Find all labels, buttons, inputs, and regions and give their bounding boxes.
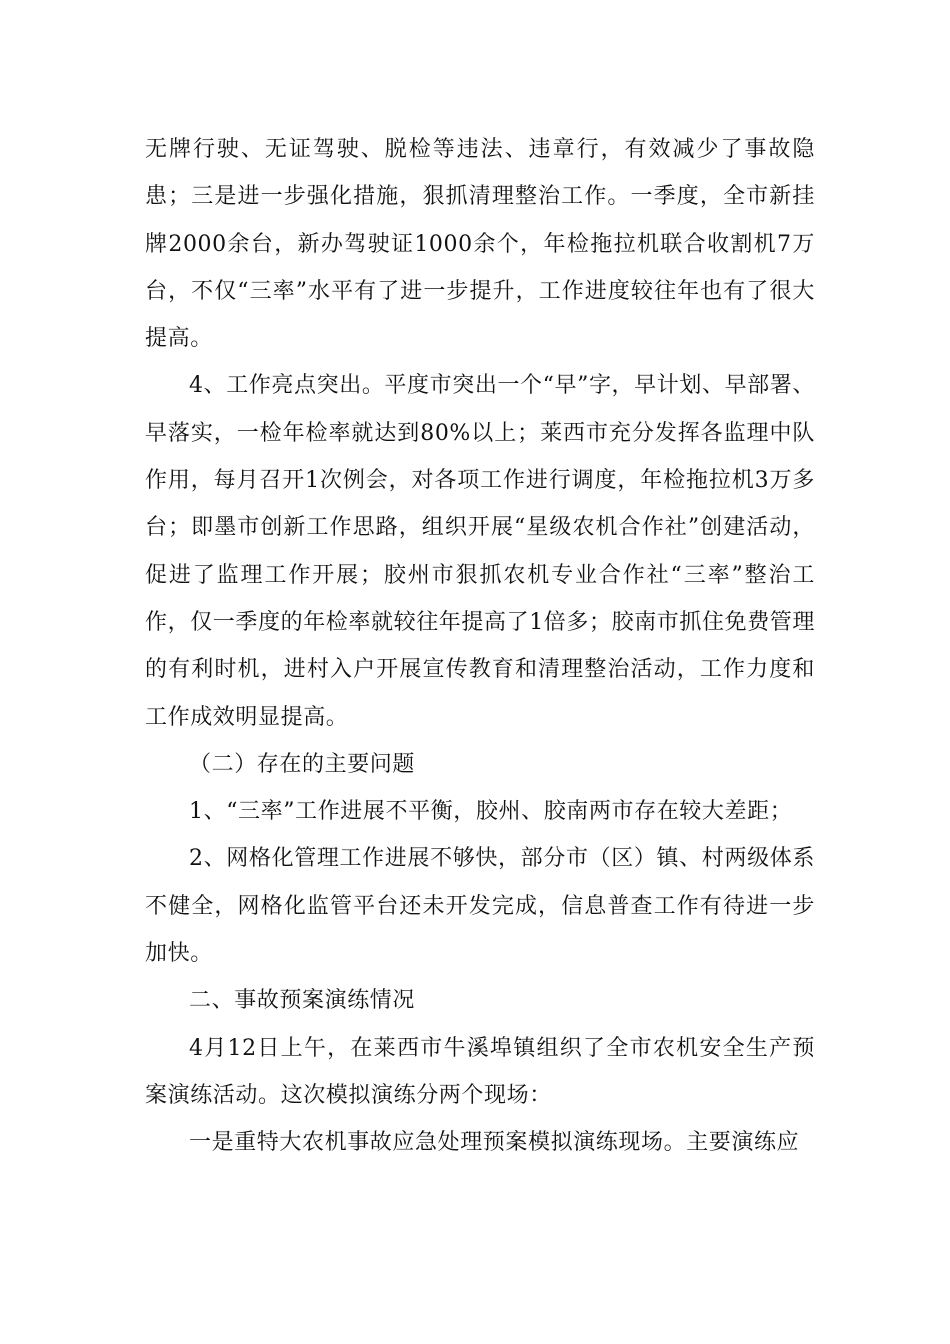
- paragraph-drill-site-1: 一是重特大农机事故应急处理预案模拟演练现场。主要演练应: [189, 1130, 800, 1156]
- paragraph-drill-intro: 4月12日上午，在莱西市牛溪埠镇组织了全市农机安全生产预案演练活动。这次模拟演练分两个现场：: [145, 1035, 815, 1108]
- paragraph-problem-1: 1、“三率”工作进展不平衡，胶州、胶南两市存在较大差距；: [189, 799, 793, 825]
- paragraph-continuation: 无牌行驶、无证驾驶、脱检等违法、违章行，有效减少了事故隐患；三是进一步强化措施，狠抓清理整治工作。一季度，全市新挂牌2000余台，新办驾驶证1000余个，年检拖拉机联合收割机7万台，不仅“三率”水平有了进一步提升，工作进度较往年也有了很大提高。: [145, 137, 815, 352]
- paragraph-highlights: 4、工作亮点突出。平度市突出一个“早”字，早计划、早部署、早落实，一检年检率就达到80%以上；莱西市充分发挥各监理中队作用，每月召开1次例会，对各项工作进行调度，年检拖拉机3万多台；即墨市创新工作思路，组织开展“星级农机合作社”创建活动，促进了监理工作开展；胶州市狠抓农机专业合作社“三率”整治工作，仅一季度的年检率就较往年提高了1倍多；胶南市抓住免费管理的有利时机，进村入户开展宣传教育和清理整治活动，工作力度和工作成效明显提高。: [145, 373, 815, 730]
- paragraph-problem-2: 2、网格化管理工作进展不够快，部分市（区）镇、村两级体系不健全，网格化监管平台还未开发完成，信息普查工作有待进一步加快。: [145, 846, 815, 967]
- document-body: [145, 126, 815, 1167]
- section-heading-drill: 二、事故预案演练情况: [189, 988, 416, 1014]
- section-heading-problems: （二）存在的主要问题: [189, 751, 416, 777]
